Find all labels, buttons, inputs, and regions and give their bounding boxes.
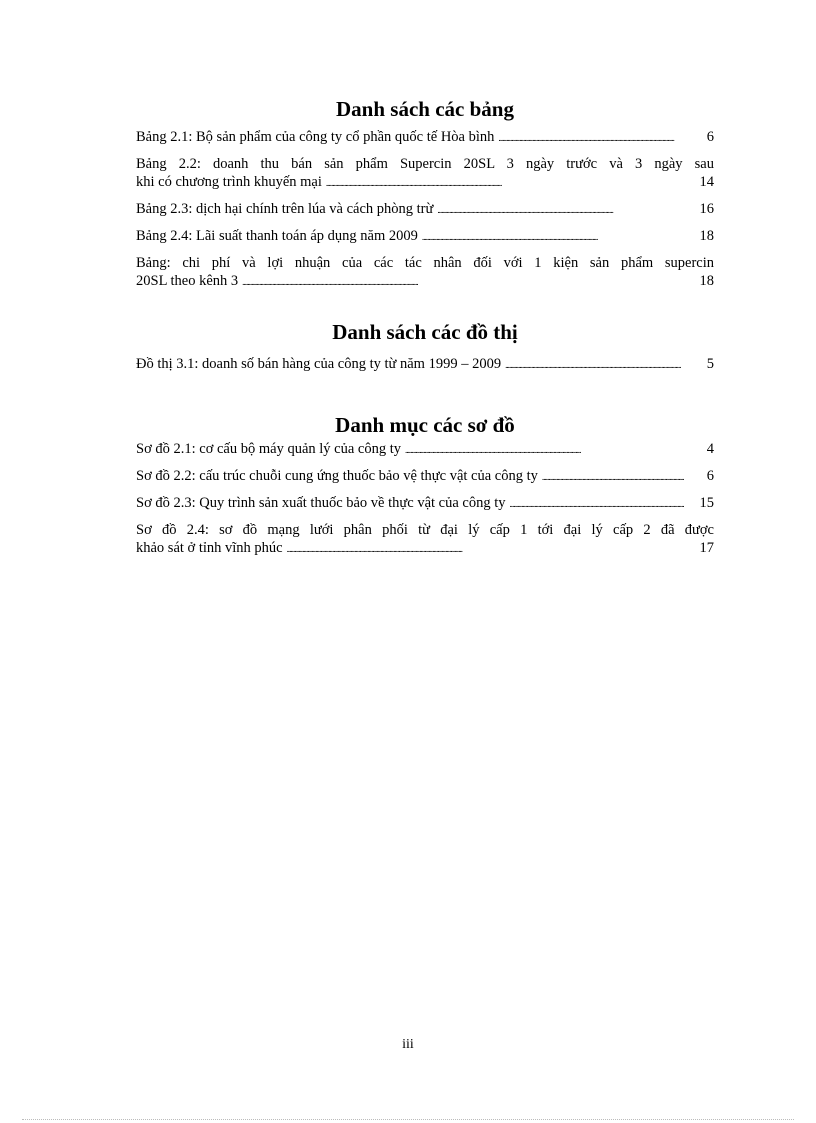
entry-page: 5 <box>706 356 714 372</box>
list-item[interactable] <box>136 440 714 459</box>
entry-page: 18 <box>699 273 714 289</box>
dot-leader <box>510 494 685 513</box>
dot-leader <box>405 440 684 459</box>
entry-title-line1: Bảng 2.2: doanh thu bán sản phẩm Supercin 20SL 3 ngày trước và 3 ngày sau <box>136 156 714 172</box>
entry-page: 17 <box>699 540 714 556</box>
entry-page: 4 <box>706 441 714 457</box>
list-of-charts-heading: Danh sách các đồ thị <box>332 320 518 344</box>
list-item[interactable] <box>136 494 714 513</box>
entry-title: Sơ đồ 2.3: Quy trình sản xuất thuốc bảo về thực vật của công ty <box>136 495 506 511</box>
dot-leader <box>242 272 684 291</box>
dot-leader <box>498 128 684 147</box>
entry-title: Bảng 2.1: Bộ sản phẩm của công ty cổ phần quốc tế Hòa bình <box>136 129 495 145</box>
entry-title: Sơ đồ 2.1: cơ cấu bộ máy quản lý của công ty <box>136 441 402 457</box>
list-item[interactable] <box>136 200 714 219</box>
entry-title-line2: 20SL theo kênh 3 <box>136 273 239 289</box>
list-item[interactable] <box>136 521 714 558</box>
list-item[interactable] <box>136 467 714 486</box>
page-bottom-divider <box>22 1119 794 1120</box>
entry-page: 6 <box>706 129 714 145</box>
list-item[interactable] <box>136 128 714 147</box>
entry-title: Sơ đồ 2.2: cấu trúc chuỗi cung ứng thuốc bảo vệ thực vật của công ty <box>136 468 538 484</box>
dot-leader <box>542 467 684 486</box>
dot-leader <box>505 355 684 374</box>
entry-title-line1: Sơ đồ 2.4: sơ đồ mạng lưới phân phối từ đại lý cấp 1 tới đại lý cấp 2 đã được <box>136 522 714 538</box>
page-number: iii <box>402 1037 414 1052</box>
list-item[interactable] <box>136 155 714 192</box>
list-item[interactable] <box>136 355 714 374</box>
entry-title-line1: Bảng: chi phí và lợi nhuận của các tác nhân đối với 1 kiện sản phẩm supercin <box>136 255 714 271</box>
entry-title-line2: khi có chương trình khuyến mại <box>136 174 322 190</box>
dot-leader <box>422 227 684 246</box>
entry-title: Bảng 2.4: Lãi suất thanh toán áp dụng năm 2009 <box>136 228 418 244</box>
entry-page: 16 <box>699 201 714 217</box>
list-item[interactable] <box>136 254 714 291</box>
entry-title: Bảng 2.3: dịch hại chính trên lúa và cách phòng trừ <box>136 201 434 217</box>
table-of-lists <box>136 96 714 566</box>
entry-page: 6 <box>706 468 714 484</box>
entry-title: Đồ thị 3.1: doanh số bán hàng của công ty từ năm 1999 – 2009 <box>136 356 502 372</box>
entry-page: 18 <box>699 228 714 244</box>
entry-page: 14 <box>699 174 714 190</box>
list-of-diagrams-heading: Danh mục các sơ đồ <box>335 413 515 437</box>
dot-leader <box>287 539 684 558</box>
list-of-tables-heading: Danh sách các bảng <box>336 97 514 121</box>
dot-leader <box>437 200 684 219</box>
entry-page: 15 <box>699 495 714 511</box>
dot-leader <box>326 173 684 192</box>
list-item[interactable] <box>136 227 714 246</box>
entry-title-line2: khảo sát ở tỉnh vĩnh phúc <box>136 540 283 556</box>
